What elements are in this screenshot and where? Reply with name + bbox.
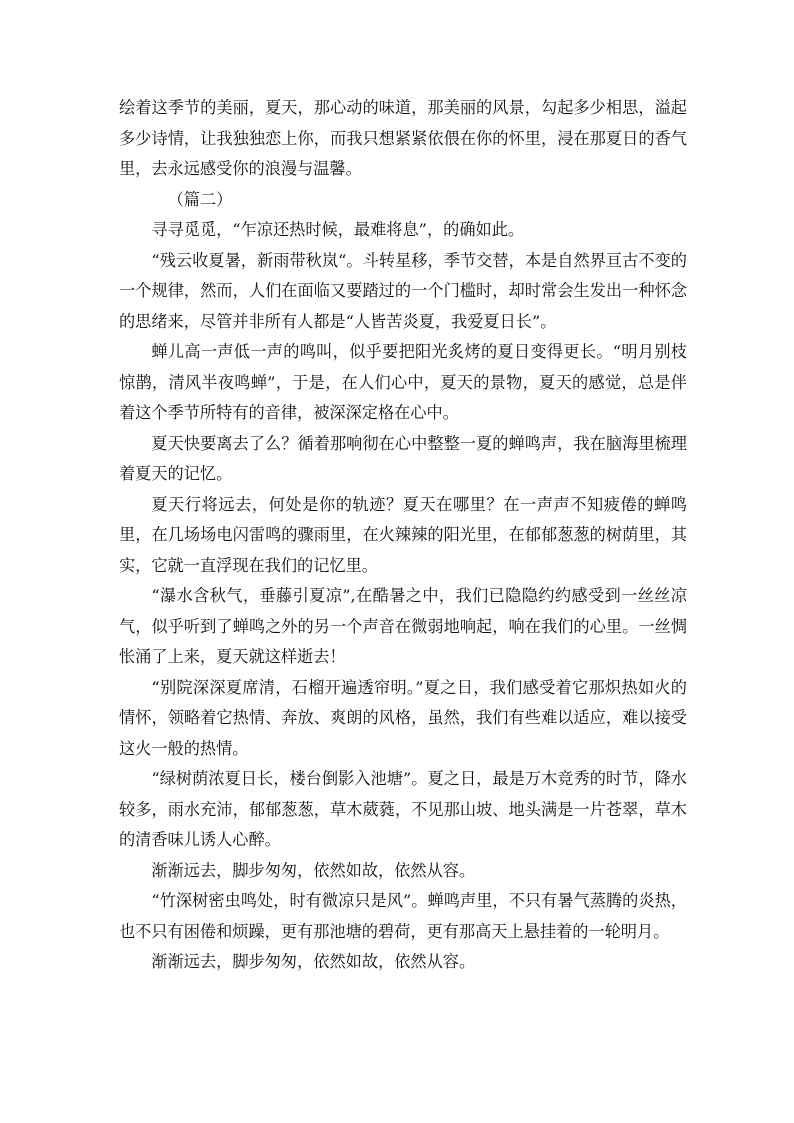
paragraph: 寻寻觅觅，“乍凉还热时候，最难将息”，的确如此。: [151, 220, 525, 239]
paragraph: “别院深深夏席清，石榴开遍透帘明。”夏之日，我们感受着它那炽热如火的情怀，领略着它热情、奔放、爽朗的风格，虽然，我们有些难以适应，难以接受这火一般的热情。: [119, 677, 687, 758]
paragraph: “绿树荫浓夏日长，楼台倒影入池塘”。夏之日，最是万木竞秀的时节，降水较多，雨水充沛，郁郁葱葱，草木葳蕤，不见那山坡、地头满是一片苍翠，草木的清香味儿诱人心醉。: [119, 769, 687, 849]
section-heading: （篇二）: [167, 189, 233, 209]
paragraph: 夏天行将远去，何处是你的轨迹？夏天在哪里？在一声声不知疲倦的蝉鸣里，在几场场电闪雷鸣的骤雨里，在火辣辣的阳光里，在郁郁葱葱的树荫里，其实，它就一直浮现在我们的记忆里。: [119, 494, 687, 575]
paragraph: 渐渐远去，脚步匆匆，依然如故，依然从容。: [151, 860, 476, 880]
paragraph: “竹深树密虫鸣处，时有微凉只是风”。蝉鸣声里，不只有暑气蒸腾的炎热，也不只有困倦和烦躁，更有那池塘的碧荷，更有那高天上悬挂着的一轮明月。: [119, 891, 687, 941]
paragraph: “瀑水含秋气，垂藤引夏凉”,在酷暑之中，我们已隐隐约约感受到一丝丝凉气，似乎听到了蝉鸣之外的另一个声音在微弱地响起，响在我们的心里。一丝惆怅涌了上来，夏天就这样逝去！: [119, 586, 687, 666]
paragraph: 夏天快要离去了么？循着那响彻在心中整整一夏的蝉鸣声，我在脑海里梳理着夏天的记忆。: [119, 433, 687, 483]
paragraph: “残云收夏暑，新雨带秋岚“。斗转星移，季节交替，本是自然界亘古不变的一个规律，然而，人们在面临又要踏过的一个门槛时，却时常会生发出一种怀念的思绪来，尽管并非所有人都是“人皆苦炎夏，我爱夏日长”。: [119, 250, 687, 331]
article-body: [119, 93, 687, 978]
paragraph: 渐渐远去，脚步匆匆，依然如故，依然从容。: [151, 952, 476, 971]
paragraph: 蝉儿高一声低一声的鸣叫，似乎要把阳光炙烤的夏日变得更长。“明月别枝惊鹊，清风半夜鸣蝉”，于是，在人们心中，夏天的景物，夏天的感觉，总是伴着这个季节所特有的音律，被深深定格在心中。: [119, 342, 687, 422]
paragraph-continuation: 绘着这季节的美丽，夏天，那心动的味道，那美丽的风景，勾起多少相思，溢起多少诗情，让我独独恋上你，而我只想紧紧依偎在你的怀里，浸在那夏日的香气里，去永远感受你的浪漫与温馨。: [119, 98, 687, 178]
